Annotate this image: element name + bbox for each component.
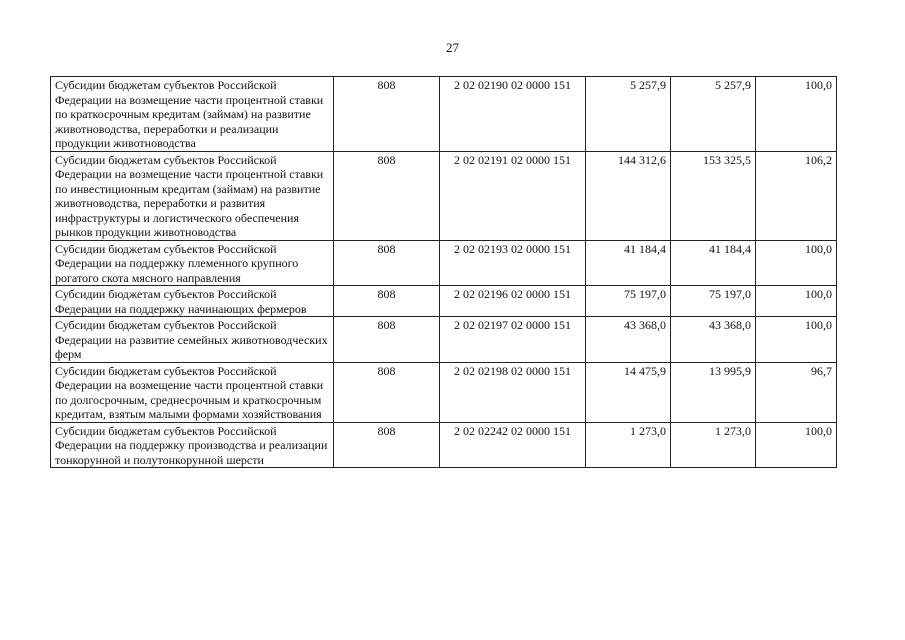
row-name: Субсидии бюджетам субъектов Российской Федерации на поддержку племенного крупного рогатого скота мясного направления [51,240,334,286]
row-actual: 41 184,4 [671,240,756,286]
row-name: Субсидии бюджетам субъектов Российской Федерации на возмещение части процентной ставки по долгосрочным, среднесрочным и краткосрочным кредитам, взятым малыми формами хозяйствования [51,362,334,422]
row-admin-code: 808 [334,286,440,317]
row-actual: 1 273,0 [671,422,756,468]
table-row [51,286,837,317]
table-row [51,240,837,286]
row-planned: 1 273,0 [586,422,671,468]
budget-table [50,76,837,468]
row-actual: 75 197,0 [671,286,756,317]
row-planned: 43 368,0 [586,317,671,363]
row-budget-code: 2 02 02242 02 0000 151 [440,422,586,468]
row-planned: 41 184,4 [586,240,671,286]
row-admin-code: 808 [334,317,440,363]
row-percent: 100,0 [756,286,837,317]
row-planned: 5 257,9 [586,77,671,152]
table-row [51,151,837,240]
row-percent: 100,0 [756,240,837,286]
row-percent: 100,0 [756,422,837,468]
row-name: Субсидии бюджетам субъектов Российской Федерации на поддержку начинающих фермеров [51,286,334,317]
row-planned: 144 312,6 [586,151,671,240]
row-planned: 14 475,9 [586,362,671,422]
row-budget-code: 2 02 02191 02 0000 151 [440,151,586,240]
row-percent: 100,0 [756,77,837,152]
row-budget-code: 2 02 02197 02 0000 151 [440,317,586,363]
row-actual: 43 368,0 [671,317,756,363]
table-row [51,317,837,363]
row-name: Субсидии бюджетам субъектов Российской Федерации на поддержку производства и реализации тонкорунной и полутонкорунной шерсти [51,422,334,468]
row-actual: 13 995,9 [671,362,756,422]
table-row [51,77,837,152]
page-number: 27 [446,40,459,55]
row-budget-code: 2 02 02193 02 0000 151 [440,240,586,286]
row-name: Субсидии бюджетам субъектов Российской Федерации на возмещение части процентной ставки по инвестиционным кредитам (займам) на развитие животноводства, переработки и развития инфраструктуры и логистического обеспечения рынков продукции животноводства [51,151,334,240]
row-name: Субсидии бюджетам субъектов Российской Федерации на возмещение части процентной ставки по краткосрочным кредитам (займам) на развитие животноводства, переработки и реализации продукции животноводства [51,77,334,152]
row-admin-code: 808 [334,77,440,152]
row-admin-code: 808 [334,362,440,422]
row-percent: 96,7 [756,362,837,422]
row-budget-code: 2 02 02198 02 0000 151 [440,362,586,422]
table-row [51,362,837,422]
table-row [51,422,837,468]
row-admin-code: 808 [334,422,440,468]
row-name: Субсидии бюджетам субъектов Российской Федерации на развитие семейных животноводческих ферм [51,317,334,363]
row-admin-code: 808 [334,151,440,240]
row-actual: 5 257,9 [671,77,756,152]
row-budget-code: 2 02 02190 02 0000 151 [440,77,586,152]
row-percent: 106,2 [756,151,837,240]
row-admin-code: 808 [334,240,440,286]
row-percent: 100,0 [756,317,837,363]
row-planned: 75 197,0 [586,286,671,317]
row-budget-code: 2 02 02196 02 0000 151 [440,286,586,317]
row-actual: 153 325,5 [671,151,756,240]
